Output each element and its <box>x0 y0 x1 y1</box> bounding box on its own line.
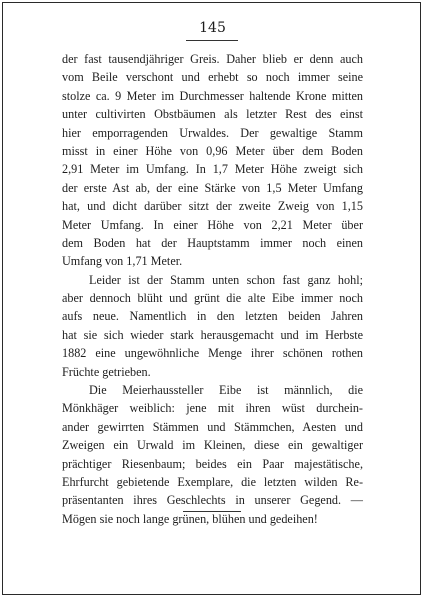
text-line: Zweigen ein Urwald im Kleinen, diese ein gewaltiger <box>62 438 363 453</box>
text-line: hier emporragenden Urwaldes. Der gewaltige Stamm <box>62 125 363 140</box>
text-line: Früchte getrieben. <box>62 364 151 379</box>
paragraph-2 <box>62 271 363 381</box>
text-line: unter cultivirten Obstbäumen als letzter Rest des einst <box>62 107 363 122</box>
text-line: stolze ca. 9 Meter im Durchmesser haltende Krone mitten <box>62 88 363 103</box>
paragraph-3 <box>62 381 363 528</box>
text-line: Leider ist der Stamm unten schon fast ganz hohl; <box>89 272 363 287</box>
text-line: Mögen sie noch lange grünen, blühen und gedeihen! <box>62 511 318 526</box>
text-line: prächtiger Riesenbaum; beides ein Paar majestätische, <box>62 456 363 471</box>
end-rule <box>183 511 241 512</box>
text-line: Umfang von 1,71 Meter. <box>62 254 183 269</box>
text-line: hat sie sich wieder stark herausgemacht und im Herbste <box>62 327 363 342</box>
text-line: vom Beile verschont und erhebt so noch immer seine <box>62 70 363 85</box>
text-line: der fast tausendjähriger Greis. Daher blieb er denn auch <box>62 52 363 66</box>
text-line: dem Boden hat der Hauptstamm immer noch einen <box>62 235 363 250</box>
text-line: ander gewirrten Stämmen und Stämmchen, Aesten und <box>62 419 363 434</box>
text-line: aufs neue. Namentlich in den letzten beiden Jahren <box>62 309 363 324</box>
page-number: 145 <box>199 20 226 36</box>
text-line: 2,91 Meter im Umfang. In 1,7 Meter Höhe zweigt sich <box>62 162 363 177</box>
page-number-rule <box>186 40 238 41</box>
text-line: Ehrfurcht gebietende Exemplare, die letzten wilden Re- <box>62 474 363 489</box>
text-line: misst in einer Höhe von 0,96 Meter über dem Boden <box>62 143 363 158</box>
text-line: präsentanten ihres Geschlechts in unserer Gegend. — <box>62 493 363 508</box>
text-line: Die Meierhaussteller Eibe ist männlich, die <box>89 383 363 398</box>
text-line: aber dennoch blüht und grünt die alte Eibe immer noch <box>62 291 363 306</box>
text-line: Meter Umfang. In einer Höhe von 2,21 Meter über <box>62 217 363 232</box>
text-line: Mönkhäger weiblich: jene mit ihren wüst durchein- <box>62 401 363 416</box>
body-text <box>62 50 363 528</box>
text-line: 1882 eine ungewöhnliche Menge ihrer schönen rothen <box>62 346 363 361</box>
text-line: hat, und dicht darüber sitzt der zweite Zweig von 1,15 <box>62 199 363 214</box>
paragraph-1 <box>62 50 363 271</box>
text-line: der erste Ast ab, der eine Stärke von 1,5 Meter Umfang <box>62 180 363 195</box>
